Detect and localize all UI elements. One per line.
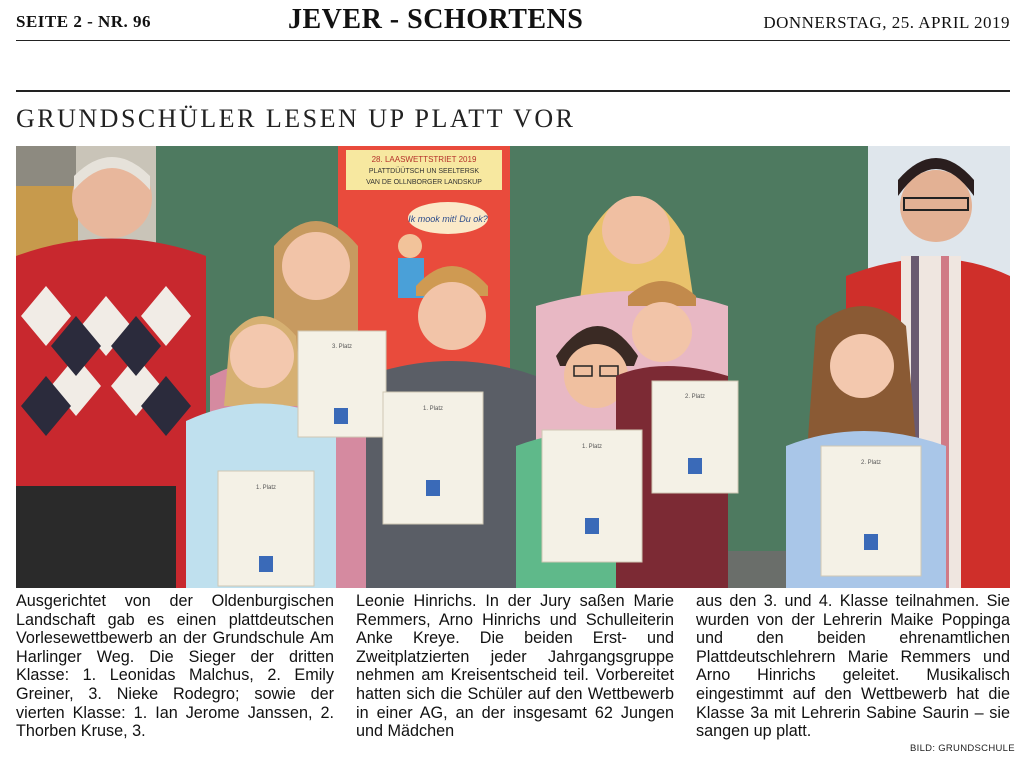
article-column-2: Leonie Hinrichs. In der Jury saßen Marie Remmers, Arno Hinrichs und Schulleiterin Anke Kreye. Die beiden Erst- und Zweitplatzierten jeder Jahrgangsgruppe nehmen am Kreisentscheid teil. Vorbereitet hatten sich die Schüler auf den Wettbewerb in einer AG, an der insgesamt 62 Jungen und Mädchen	[356, 592, 674, 741]
poster-line-2: PLATTDÜÜTSCH UN SEELTERSK	[368, 168, 480, 175]
certificate-3-label: 1. Platz	[422, 406, 444, 412]
certificate-4	[542, 430, 642, 562]
certificate-3	[383, 392, 483, 524]
article-column-1: Ausgerichtet von der Oldenburgischen Landschaft gab es einen plattdeutschen Vorlesewettbewerb an der Grundschule Am Harlinger Weg. Die Sieger der dritten Klasse: 1. Leonidas Malchus, 2. Emily Greiner, 3. Nieke Rodegro; sowie der vierten Klasse: 1. Ian Jerome Janssen, 2. Thorben Kruse, 3.	[16, 592, 334, 741]
article-headline: GRUNDSCHÜLER LESEN UP PLATT VOR	[16, 104, 576, 133]
certificate-4-label: 1. Platz	[581, 444, 603, 450]
certificate-5-label: 2. Platz	[684, 394, 706, 400]
certificate-2-label: 1. Platz	[255, 485, 277, 491]
certificate-6-label: 2. Platz	[860, 460, 882, 466]
masthead	[16, 6, 1010, 41]
certificate-5	[652, 381, 738, 493]
certificate-6	[821, 446, 921, 576]
certificate-1	[298, 331, 386, 437]
poster-line-3: VAN DE OLLNBORGER LANDSKUP	[366, 179, 482, 186]
page-number: SEITE 2 - NR. 96	[16, 12, 152, 31]
article-photo	[16, 146, 1010, 588]
section-title: JEVER - SCHORTENS	[288, 4, 584, 35]
photo-credit: BILD: GRUNDSCHULE	[910, 743, 1015, 754]
photo-illustration	[16, 146, 1010, 588]
poster-line-1: 28. LAASWETTSTRIET 2019	[371, 155, 477, 164]
issue-date: DONNERSTAG, 25. APRIL 2019	[763, 13, 1010, 32]
speech-bubble: Ik mook mit! Du ok?	[408, 214, 488, 224]
divider-rule	[16, 90, 1010, 92]
certificate-1-label: 3. Platz	[331, 344, 353, 350]
article-column-3: aus den 3. und 4. Klasse teilnahmen. Sie wurden von der Lehrerin Maike Poppinga und den beiden ehrenamtlichen Plattdeutschlehrern Marie Remmers und Arno Hinrichs geleitet. Musikalisch eingestimmt auf den Wettbewerb hat die Klasse 3a mit Lehrerin Sabine Saurin – sie sangen up platt.	[696, 592, 1010, 741]
certificate-2	[218, 471, 314, 586]
